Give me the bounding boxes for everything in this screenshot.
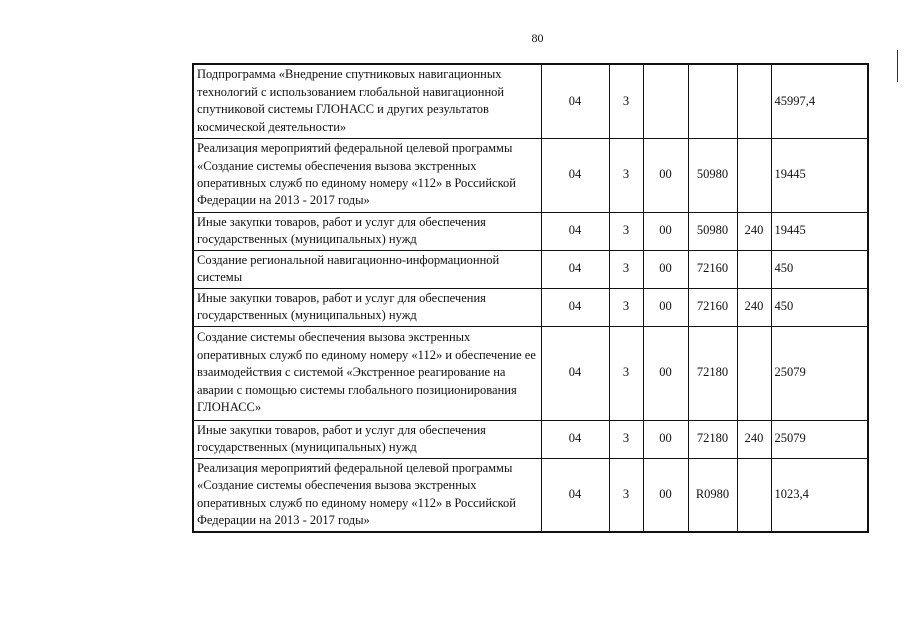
target-code-cell: 50980: [688, 138, 737, 212]
subsection-code-cell: 3: [609, 212, 643, 250]
expense-type-cell: [737, 138, 771, 212]
section-code-cell: 04: [541, 212, 609, 250]
table-row: [193, 138, 868, 212]
amount-cell: 19445: [771, 138, 868, 212]
subsection-code-cell: 3: [609, 458, 643, 532]
program-code-cell: 00: [643, 458, 688, 532]
program-code-cell: 00: [643, 288, 688, 326]
table-row: [193, 326, 868, 420]
section-code-cell: 04: [541, 138, 609, 212]
amount-cell: 45997,4: [771, 64, 868, 138]
target-code-cell: 72160: [688, 250, 737, 288]
target-code-cell: 72180: [688, 420, 737, 458]
program-code-cell: 00: [643, 250, 688, 288]
table-row: [193, 288, 868, 326]
program-code-cell: 00: [643, 420, 688, 458]
target-code-cell: R0980: [688, 458, 737, 532]
target-code-cell: 50980: [688, 212, 737, 250]
row-name-cell: Создание системы обеспечения вызова экстренных оперативных служб по единому номеру «112» и обеспечение ее взаимодействия с системой «Экстренное реагирование на аварии с помощью системы глобального позиционирования ГЛОНАСС»: [193, 326, 541, 420]
section-code-cell: 04: [541, 326, 609, 420]
page-edge-line: [897, 50, 898, 82]
subsection-code-cell: 3: [609, 420, 643, 458]
expense-type-cell: 240: [737, 288, 771, 326]
expense-type-cell: [737, 64, 771, 138]
subsection-code-cell: 3: [609, 138, 643, 212]
row-name-cell: Иные закупки товаров, работ и услуг для обеспечения государственных (муниципальных) нужд: [193, 288, 541, 326]
row-name-cell: Подпрограмма «Внедрение спутниковых навигационных технологий с использованием глобальной навигационной спутниковой системы ГЛОНАСС и других результатов космической деятельности»: [193, 64, 541, 138]
section-code-cell: 04: [541, 458, 609, 532]
program-code-cell: 00: [643, 138, 688, 212]
amount-cell: 19445: [771, 212, 868, 250]
program-code-cell: 00: [643, 212, 688, 250]
expense-type-cell: [737, 250, 771, 288]
expense-type-cell: 240: [737, 420, 771, 458]
expense-type-cell: [737, 458, 771, 532]
table-row: [193, 64, 868, 138]
row-name-cell: Иные закупки товаров, работ и услуг для обеспечения государственных (муниципальных) нужд: [193, 212, 541, 250]
amount-cell: 450: [771, 250, 868, 288]
row-name-cell: Реализация мероприятий федеральной целевой программы «Создание системы обеспечения вызова экстренных оперативных служб по единому номеру «112» в Российской Федерации на 2013 - 2017 годы»: [193, 458, 541, 532]
page-number: 80: [531, 31, 544, 45]
subsection-code-cell: 3: [609, 288, 643, 326]
program-code-cell: 00: [643, 326, 688, 420]
target-code-cell: 72160: [688, 288, 737, 326]
table-row: [193, 250, 868, 288]
amount-cell: 25079: [771, 420, 868, 458]
section-code-cell: 04: [541, 250, 609, 288]
section-code-cell: 04: [541, 288, 609, 326]
table-row: [193, 212, 868, 250]
table-row: [193, 458, 868, 532]
subsection-code-cell: 3: [609, 64, 643, 138]
target-code-cell: 72180: [688, 326, 737, 420]
row-name-cell: Реализация мероприятий федеральной целевой программы «Создание системы обеспечения вызова экстренных оперативных служб по единому номеру «112» в Российской Федерации на 2013 - 2017 годы»: [193, 138, 541, 212]
subsection-code-cell: 3: [609, 250, 643, 288]
target-code-cell: [688, 64, 737, 138]
amount-cell: 25079: [771, 326, 868, 420]
program-code-cell: [643, 64, 688, 138]
section-code-cell: 04: [541, 64, 609, 138]
section-code-cell: 04: [541, 420, 609, 458]
expense-type-cell: 240: [737, 212, 771, 250]
expense-type-cell: [737, 326, 771, 420]
amount-cell: 1023,4: [771, 458, 868, 532]
row-name-cell: Иные закупки товаров, работ и услуг для обеспечения государственных (муниципальных) нужд: [193, 420, 541, 458]
row-name-cell: Создание региональной навигационно-информационной системы: [193, 250, 541, 288]
table-row: [193, 420, 868, 458]
amount-cell: 450: [771, 288, 868, 326]
subsection-code-cell: 3: [609, 326, 643, 420]
budget-table: [192, 63, 869, 533]
